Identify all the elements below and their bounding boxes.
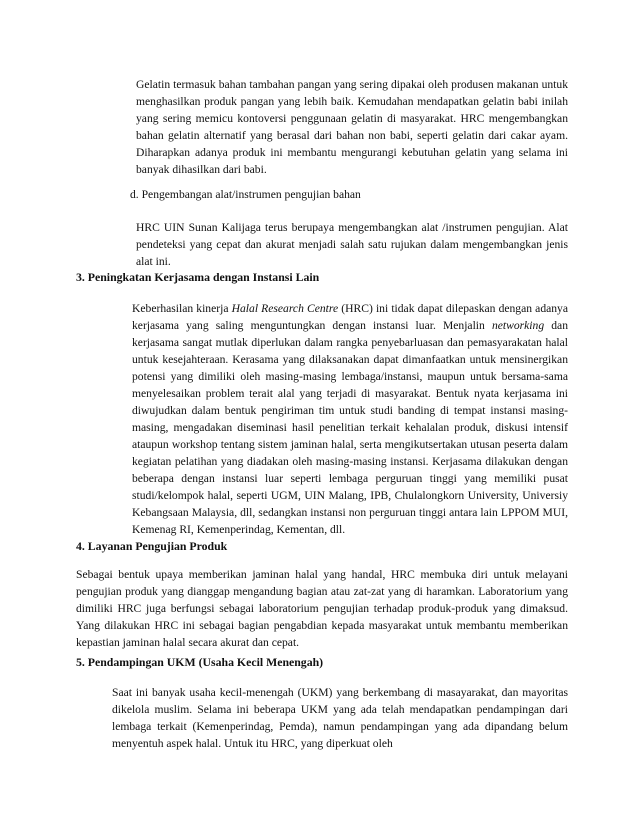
kerjasama-paragraph bbox=[132, 300, 568, 538]
heading-kerjasama: 3. Peningkatan Kerjasama dengan Instansi Lain bbox=[76, 270, 320, 284]
layanan-text: Sebagai bentuk upaya memberikan jaminan halal yang handal, HRC membuka diri untuk melayani pengujian produk yang dianggap mengandung bagian atau zat-zat yang di haramkan. Laboratorium yang dimiliki HRC juga berfungsi sebagai laboratorium pengujian terhadap produk-produk yang dimaksud. Yang dilakukan HRC ini sebagai bagian pengabdian kepada masyarakat untuk membantu memberikan kepastian jaminan halal secara akurat dan cepat. bbox=[76, 568, 568, 649]
gelatin-paragraph bbox=[136, 76, 568, 178]
kerjasama-text bbox=[132, 300, 568, 538]
networking-italic-term: networking bbox=[491, 319, 545, 332]
item-d-label: d. Pengembangan alat/instrumen pengujian bahan bbox=[130, 188, 361, 201]
kerjasama-text-part1: Keberhasilan kinerja bbox=[132, 302, 229, 315]
pendampingan-paragraph bbox=[112, 684, 568, 752]
layanan-paragraph bbox=[76, 566, 568, 651]
pendampingan-text: Saat ini banyak usaha kecil-menengah (UKM) yang berkembang di masayarakat, dan mayoritas dikelola muslim. Selama ini beberapa UKM yang ada telah mendapatkan pendampingan dari lembaga terkait (Kemenperindag, Pemda), namun pendampingan yang ada dipandang belum menyentuh aspek halal. Untuk itu HRC, yang diperkuat oleh bbox=[112, 686, 568, 750]
hrc-italic-term: Halal Research Centre bbox=[231, 302, 339, 315]
kerjasama-text-part3: dan kerjasama sangat mutlak diperlukan dalam rangka penyebarluasan dan pemasyarakatan halal untuk kesejahteraan. Kerasama yang dilaksanakan dapat dimanfaatkan untuk mensinergikan potensi yang dimiliki oleh masing-masing lembaga/instansi, maupun untuk bersama-sama menyelesaikan problem terait alal yang terjadi di masyarakat. Bentuk nyata kerjasama ini diwujudkan dalam bentuk pengiriman tim untuk studi banding di tempat instansi masing-masing, mengadakan diseminasi hasil penelitian terkait kehalalan produk, diskusi intensif ataupun workshop tentang sistem jaminan halal, serta mengikutsertakan utusan peserta dalam kegiatan pelatihan yang diadakan oleh masing-masing instansi. Kerjasama dilakukan dengan beberapa dengan instansi luar seperti lembaga perguruan tinggi yang memiliki pusat studi/kelompok halal, seperti UGM, UIN Malang, IPB, Chulalongkorn University, Universiy Kebangsaan Malaysia, dll, sedangkan instansi non perguruan tinggi antara lain LPPOM MUI, Kemenag RI, Kemenperindag, Kementan, dll. bbox=[132, 319, 568, 536]
kerjasama-text-part2: (HRC) ini tidak dapat dilepaskan dengan adanya kerjasama yang saling menguntungkan dengan instansi luar. Menjalin bbox=[132, 302, 569, 332]
gelatin-text: Gelatin termasuk bahan tambahan pangan yang sering dipakai oleh produsen makanan untuk menghasilkan produk pangan yang lebih baik. Kemudahan mendapatkan gelatin babi inilah yang sering memicu kontoversi penggunaan gelatin di masyarakat. HRC mengembangkan bahan gelatin alternatif yang berasal dari bahan non babi, seperti gelatin dari cakar ayam. Diharapkan adanya produk ini membantu mengurangi kebutuhan gelatin yang selama ini banyak dihasilkan dari babi. bbox=[136, 78, 568, 176]
item-d-text: HRC UIN Sunan Kalijaga terus berupaya mengembangkan alat /instrumen pengujian. Alat pendeteksi yang cepat dan akurat menjadi salah satu rujukan dalam mengembangkan jenis alat ini. bbox=[136, 221, 568, 268]
item-d-paragraph bbox=[136, 219, 568, 270]
heading-layanan: 4. Layanan Pengujian Produk bbox=[76, 539, 228, 553]
heading-pendampingan: 5. Pendampingan UKM (Usaha Kecil Menengah) bbox=[76, 655, 324, 669]
